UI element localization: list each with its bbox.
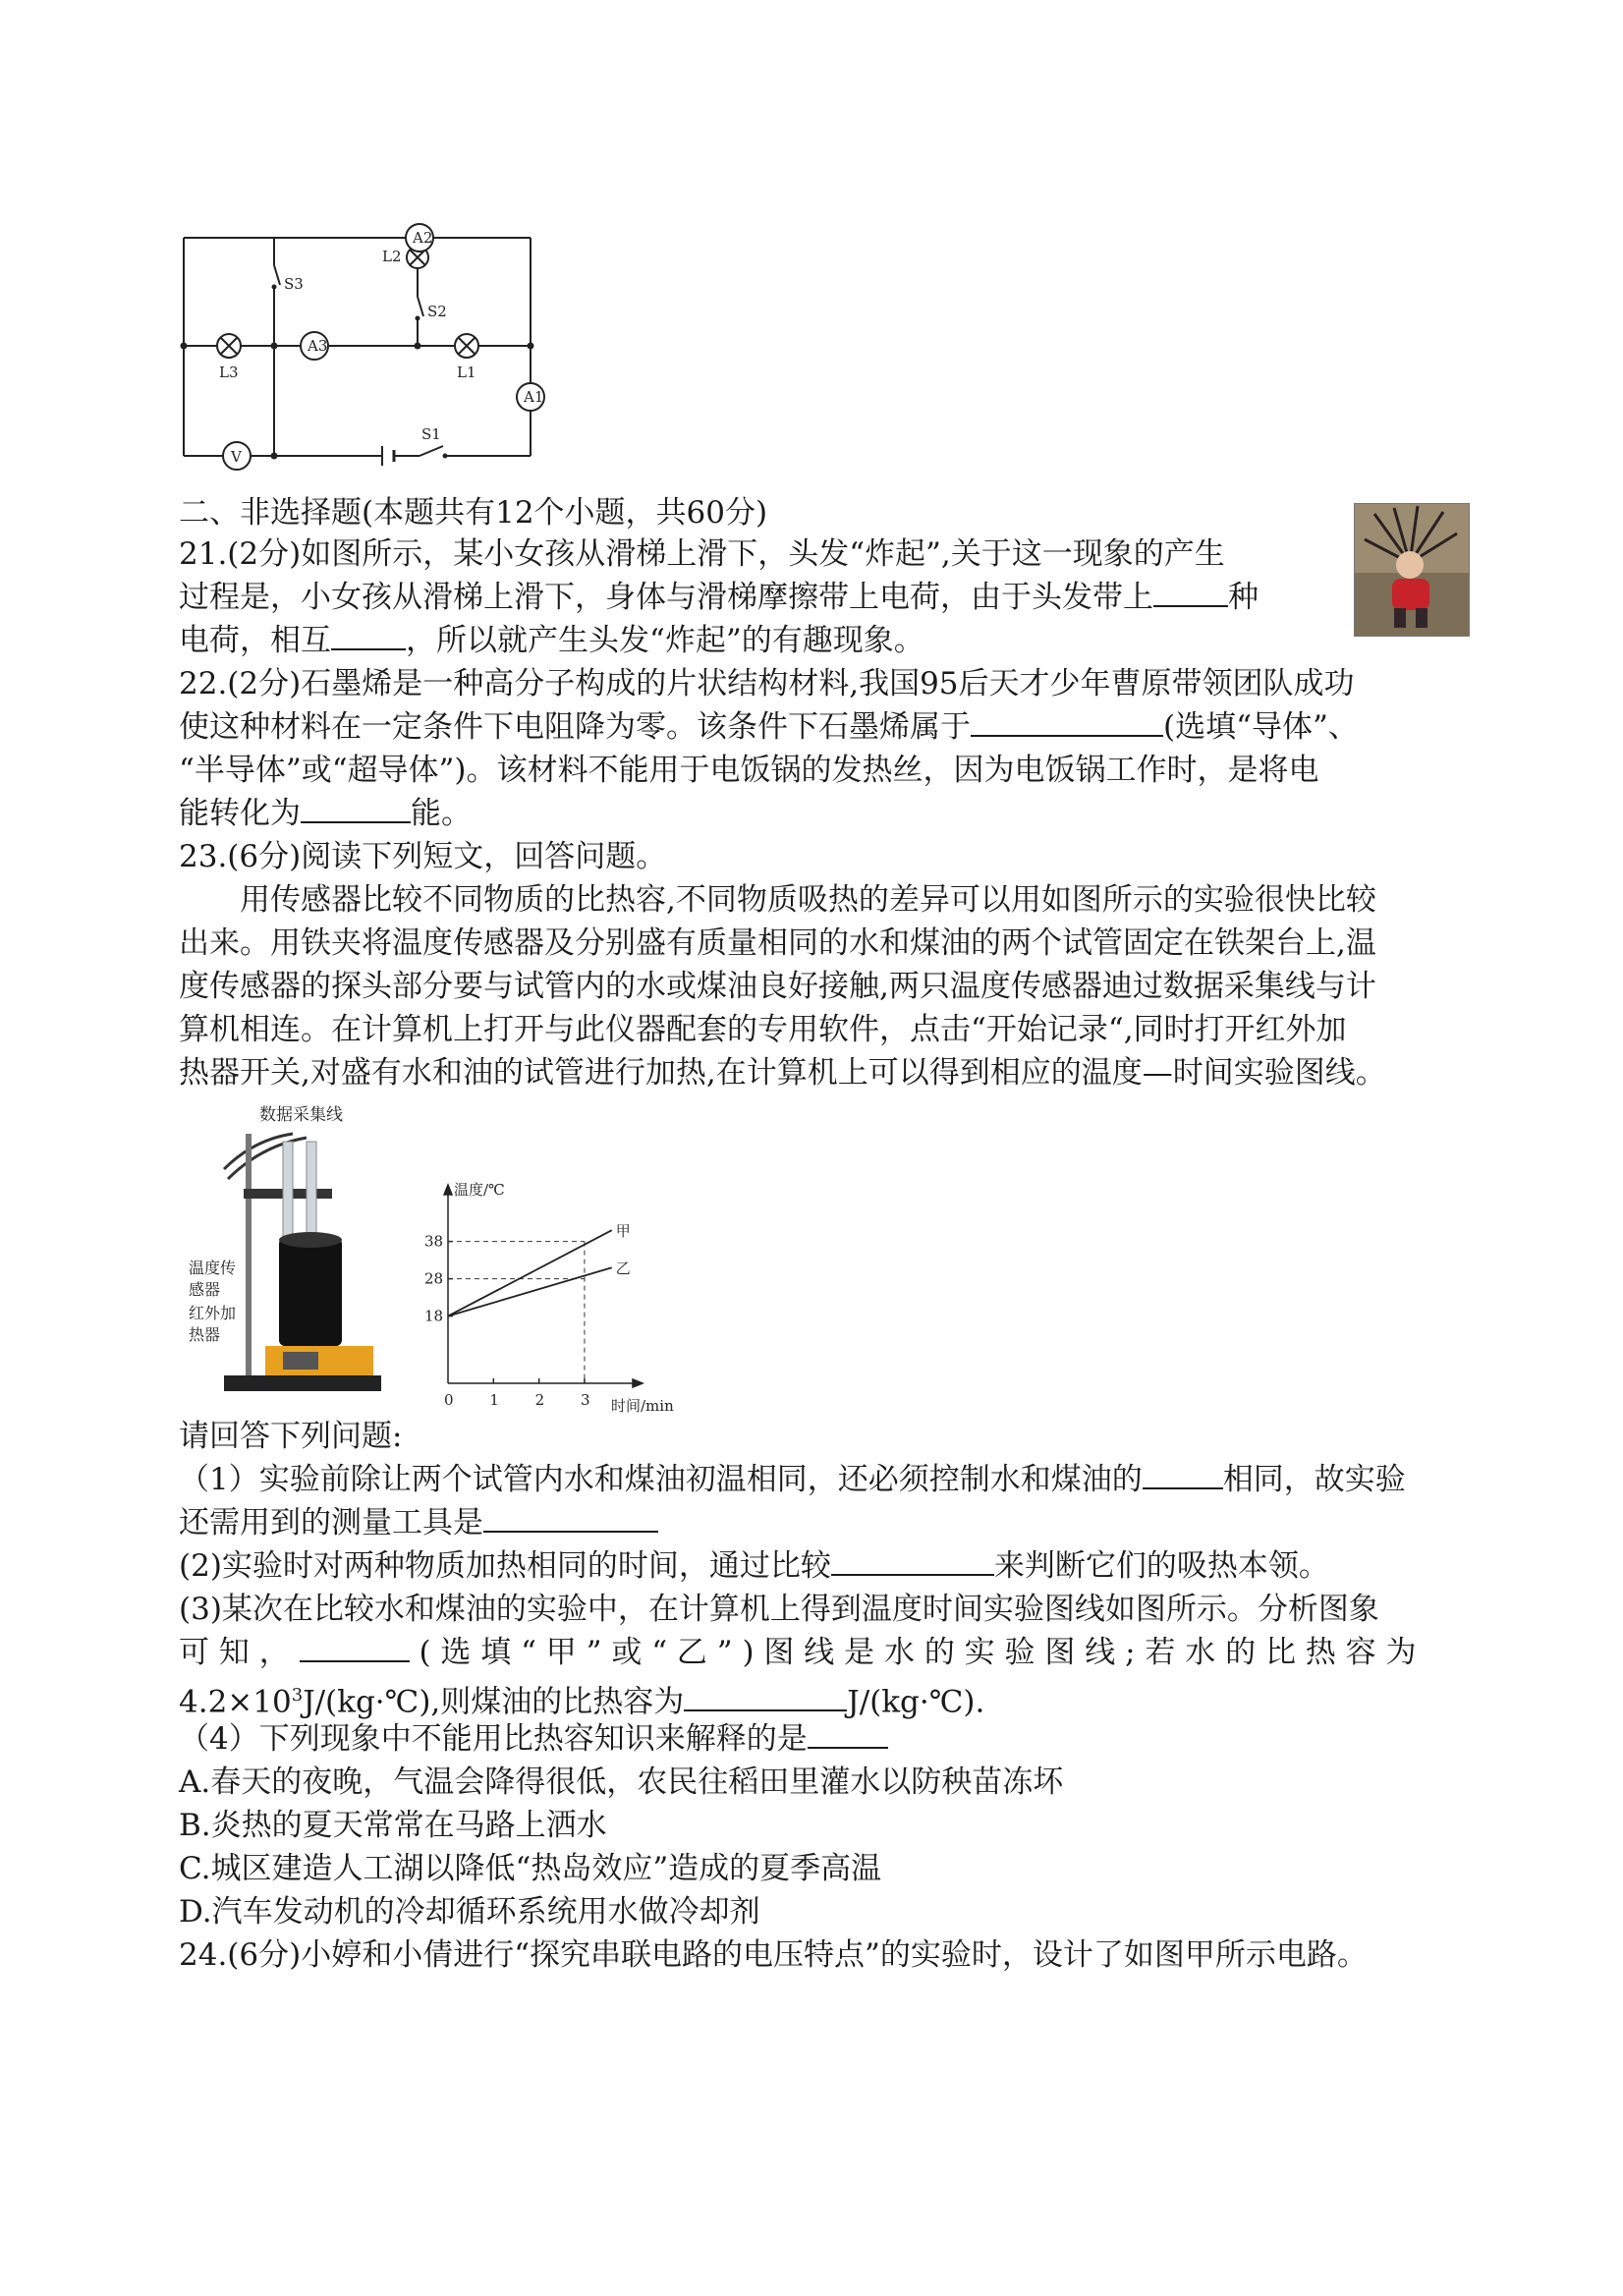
series-label: 甲 (615, 1222, 631, 1241)
temperature-time-chart (422, 1179, 717, 1415)
lamp-l3 (217, 334, 241, 358)
svg-text:温度传: 温度传 (189, 1259, 237, 1277)
q23-option-d: D.汽车发动机的冷却循环系统用水做冷却剂 (179, 1894, 760, 1930)
svg-text:数据采集线: 数据采集线 (259, 1105, 343, 1125)
series-label: 乙 (615, 1260, 631, 1278)
circuit-diagram (172, 218, 565, 483)
svg-text:热器: 热器 (189, 1325, 221, 1344)
q21-line3: 电荷，相互 ，所以就产生头发“炸起”的有趣现象。 (179, 619, 924, 662)
x-tick-label: 3 (580, 1391, 590, 1409)
svg-text:S2: S2 (427, 303, 447, 320)
q22-blank-2[interactable] (301, 792, 411, 823)
q23-blank-4[interactable] (300, 1631, 410, 1662)
svg-text:L1: L1 (457, 364, 476, 381)
q22-line3: “半导体”或“超导体”)。该材料不能用于电饭锅的发热丝，因为电饭锅工作时，是将电 (179, 753, 1319, 788)
q23-ask: 请回答下列问题: (179, 1419, 403, 1454)
x-axis-label: 时间/min (611, 1397, 674, 1415)
svg-text:A3: A3 (308, 337, 328, 355)
q23-sub4: （4）下列现象中不能用比热容知识来解释的是 (179, 1717, 888, 1761)
q22-line1: 22.(2分)石墨烯是一种高分子构成的片状结构材料,我国95后天才少年曹原带领团队成功 (179, 666, 1355, 701)
apparatus-photo (185, 1100, 391, 1415)
q23-blank-1[interactable] (1143, 1458, 1223, 1489)
x-tick-label: 2 (534, 1391, 545, 1409)
q23-blank-3[interactable] (831, 1544, 994, 1576)
q23-blank-5[interactable] (684, 1680, 847, 1711)
svg-text:红外加: 红外加 (189, 1304, 237, 1322)
section-heading: 二、非选择题(本题共有12个小题，共60分) (179, 495, 768, 531)
q23-line1: 23.(6分)阅读下列短文，回答问题。 (179, 839, 667, 874)
x-tick-label: 1 (489, 1391, 499, 1409)
q21-line2: 过程是，小女孩从滑梯上滑下，身体与滑梯摩擦带上电荷，由于头发带上 种 (179, 576, 1259, 619)
q23-sub3-line1: (3)某次在比较水和煤油的实验中，在计算机上得到温度时间实验图线如图所示。分析图象 (179, 1592, 1379, 1627)
y-axis-arrow (444, 1185, 452, 1195)
q23-para-5: 热器开关,对盛有水和油的试管进行加热,在计算机上可以得到相应的温度—时间实验图线。 (179, 1055, 1386, 1091)
y-axis-label: 温度/℃ (454, 1181, 505, 1199)
q23-para-3: 度传感器的探头部分要与试管内的水或煤油良好接触,两只温度传感器迪过数据采集线与计 (179, 969, 1376, 1004)
svg-text:V: V (231, 448, 242, 466)
svg-text:S1: S1 (421, 425, 441, 443)
q23-para-2: 出来。用铁夹将温度传感器及分别盛有质量相同的水和煤油的两个试管固定在铁架台上,温 (179, 925, 1376, 961)
series-line (448, 1267, 612, 1316)
y-tick-label: 18 (424, 1307, 444, 1325)
q23-sub3-line2: 可 知 ， ( 选 填 “ 甲 ” 或 “ 乙 ” ) 图 线 是 水 的 实 验 图 线 ; 若 水 的 比 热 容 为 (179, 1631, 1417, 1674)
girl-slide-photo (1354, 503, 1470, 637)
q23-para-1: 用传感器比较不同物质的比热容,不同物质吸热的差异可以用如图所示的实验很快比较 (240, 882, 1376, 918)
q22-line2: 使这种材料在一定条件下电阻降为零。该条件下石墨烯属于 (选填“导体”、 (179, 705, 1359, 749)
q23-sub3-line3: $4.2\times 10^3J/(kg\cdot℃)$,则煤油的比热容为 J/(kg·℃). (179, 1674, 984, 1723)
x-axis-arrow (633, 1379, 643, 1387)
series-line (448, 1230, 612, 1316)
q23-sub1-line2: 还需用到的测量工具是 (179, 1501, 658, 1544)
svg-text:L2: L2 (382, 248, 402, 265)
svg-text:感器: 感器 (189, 1280, 221, 1299)
svg-text:A1: A1 (524, 388, 544, 406)
lamp-l1 (455, 334, 478, 358)
svg-text:A2: A2 (413, 229, 433, 247)
y-tick-label: 38 (424, 1232, 444, 1251)
q23-option-a: A.春天的夜晚，气温会降得很低，农民往稻田里灌水以防秧苗冻坏 (179, 1764, 1064, 1800)
svg-text:L3: L3 (219, 364, 239, 381)
q23-sub2: (2)实验时对两种物质加热相同的时间，通过比较 来判断它们的吸热本领。 (179, 1544, 1329, 1588)
q23-option-b: B.炎热的夏天常常在马路上洒水 (179, 1808, 607, 1843)
q23-blank-6[interactable] (808, 1717, 888, 1749)
q23-option-c: C.城区建造人工湖以降低“热岛效应”造成的夏季高温 (179, 1851, 882, 1886)
x-tick-label: 0 (444, 1391, 454, 1409)
q23-para-4: 算机相连。在计算机上打开与此仪器配套的专用软件，点击“开始记录“,同时打开红外加 (179, 1012, 1347, 1047)
q21-blank-1[interactable] (1153, 576, 1228, 607)
q23-blank-2[interactable] (483, 1501, 658, 1533)
q24-line1: 24.(6分)小婷和小倩进行“探究串联电路的电压特点”的实验时，设计了如图甲所示电路。 (179, 1937, 1368, 1973)
q21-blank-2[interactable] (331, 619, 406, 650)
svg-text:S3: S3 (284, 275, 304, 293)
q22-blank-1[interactable] (971, 705, 1163, 737)
q23-sub1-line1: （1）实验前除让两个试管内水和煤油初温相同，还必须控制水和煤油的 相同，故实验 (179, 1458, 1406, 1501)
q22-line4: 能转化为 能。 (179, 792, 472, 835)
q21-line1: 21.(2分)如图所示，某小女孩从滑梯上滑下，头发“炸起”,关于这一现象的产生 (179, 536, 1225, 572)
y-tick-label: 28 (424, 1269, 444, 1288)
